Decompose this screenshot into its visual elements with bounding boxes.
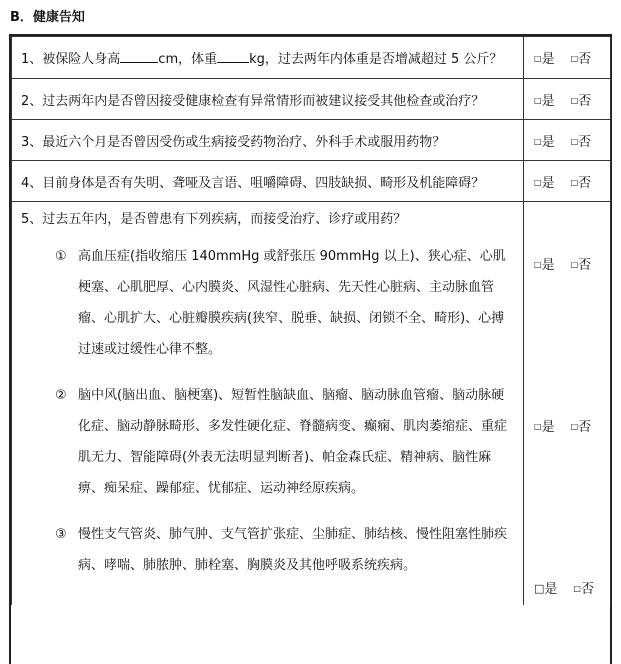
question-text: 过去五年内，是否曾患有下列疾病，而接受治疗、诊疗或用药？ bbox=[42, 212, 407, 227]
question-number: 2、 bbox=[21, 93, 43, 109]
no-option[interactable]: □否 bbox=[570, 420, 592, 435]
yes-option[interactable]: □是 bbox=[534, 52, 555, 67]
checkbox-icon[interactable]: □ bbox=[570, 136, 579, 146]
question-text: cm，体重 bbox=[158, 52, 218, 67]
section-title: B．健康告知 bbox=[10, 10, 85, 25]
sub-item-marker: ② bbox=[55, 388, 67, 403]
question-row-4 bbox=[12, 161, 611, 202]
question-number: 3、 bbox=[21, 134, 43, 150]
answer-cell bbox=[524, 120, 611, 161]
no-option[interactable]: □否 bbox=[570, 93, 592, 109]
sub-item-marker: ① bbox=[55, 249, 67, 264]
no-option[interactable]: □否 bbox=[570, 52, 592, 67]
checkbox-icon[interactable]: □ bbox=[573, 584, 581, 593]
health-declaration-form bbox=[9, 34, 612, 664]
sub-item-1-answer bbox=[534, 249, 610, 281]
checkbox-icon[interactable]: □ bbox=[534, 422, 542, 431]
yes-option[interactable]: □是 bbox=[534, 258, 555, 273]
answer-cell bbox=[524, 161, 611, 202]
no-option[interactable]: □否 bbox=[570, 175, 592, 191]
no-option[interactable]: □否 bbox=[570, 134, 592, 150]
no-option[interactable]: □否 bbox=[570, 258, 592, 273]
sub-item-2 bbox=[21, 380, 523, 504]
question-cell bbox=[12, 79, 524, 120]
weight-blank[interactable] bbox=[217, 49, 249, 63]
checkbox-icon[interactable]: □ bbox=[534, 136, 542, 146]
no-option[interactable]: □否 bbox=[573, 582, 594, 597]
checkbox-icon[interactable]: □ bbox=[570, 177, 579, 187]
question-cell bbox=[12, 161, 524, 202]
height-blank[interactable] bbox=[120, 49, 158, 63]
question-text: 最近六个月是否曾因受伤或生病接受药物治疗、外科手术或服用药物？ bbox=[42, 134, 446, 150]
question-cell bbox=[12, 120, 524, 161]
question-number: 1、 bbox=[21, 52, 43, 67]
question-cell bbox=[12, 37, 524, 79]
yes-option[interactable]: □是 bbox=[534, 93, 555, 109]
question-row-1 bbox=[12, 37, 611, 79]
question-number: 5、 bbox=[21, 212, 43, 227]
question-text: 过去两年内是否曾因接受健康检查有异常情形而被建议接受其他检查或治疗？ bbox=[42, 93, 485, 109]
checkbox-icon[interactable]: □ bbox=[534, 95, 542, 105]
checkbox-icon[interactable]: □ bbox=[534, 582, 545, 595]
checkbox-icon[interactable]: □ bbox=[570, 95, 579, 105]
sub-item-marker: ③ bbox=[55, 527, 67, 542]
question-number: 4、 bbox=[21, 175, 43, 191]
sub-item-text: 高血压症(指收缩压 140mmHg 或舒张压 90mmHg 以上)、狭心症、心肌梗塞、心肌肥厚、心内膜炎、风湿性心脏病、先天性心脏病、主动脉血管瘤、心肌扩大、心脏瓣膜疾病(狭窄、脱垂、缺损、闭锁不全、畸形)、心搏过速或过缓性心律不整。 bbox=[78, 249, 506, 357]
sub-item-text: 慢性支气管炎、肺气肿、支气管扩张症、尘肺症、肺结核、慢性阻塞性肺疾病、哮喘、肺脓肿、肺栓塞、胸膜炎及其他呼吸系统疾病。 bbox=[78, 527, 508, 573]
question-text: 目前身体是否有失明、聋哑及言语、咀嚼障碍、四肢缺损、畸形及机能障碍？ bbox=[42, 175, 485, 191]
question-text: 被保险人身高 bbox=[42, 52, 121, 67]
checkbox-icon[interactable]: □ bbox=[570, 260, 579, 269]
answer-cell bbox=[524, 37, 611, 79]
checkbox-icon[interactable]: □ bbox=[570, 54, 579, 63]
question-cell bbox=[12, 202, 524, 606]
question-row-2 bbox=[12, 79, 611, 120]
question-row-3 bbox=[12, 120, 611, 161]
sub-item-2-answer bbox=[534, 411, 610, 443]
sub-item-3 bbox=[21, 519, 523, 581]
question-text: kg，过去两年内体重是否增减超过 5 公斤？ bbox=[249, 52, 503, 67]
yes-option[interactable]: □是 bbox=[534, 420, 555, 435]
question-row-5 bbox=[12, 202, 611, 606]
checkbox-icon[interactable]: □ bbox=[534, 177, 542, 187]
yes-option[interactable]: □是 bbox=[534, 134, 555, 150]
checkbox-icon[interactable]: □ bbox=[534, 54, 542, 63]
answer-cell bbox=[524, 79, 611, 120]
checkbox-icon[interactable]: □ bbox=[570, 422, 579, 431]
checkbox-icon[interactable]: □ bbox=[534, 260, 542, 269]
sub-item-1 bbox=[21, 241, 523, 365]
sub-item-text: 脑中风(脑出血、脑梗塞)、短暂性脑缺血、脑瘤、脑动脉血管瘤、脑动脉硬化症、脑动静脉畸形、多发性硬化症、脊髓病变、癫痫、肌肉萎缩症、重症肌无力、智能障碍(外表无法明显判断者)、帕金森氏症、精神病、脑性麻痹、痴呆症、躁郁症、忧郁症、运动神经原疾病。 bbox=[78, 388, 508, 496]
yes-option[interactable]: □是 bbox=[534, 582, 558, 597]
yes-option[interactable]: □是 bbox=[534, 175, 555, 191]
answer-cell bbox=[524, 202, 611, 606]
question-table bbox=[11, 36, 611, 605]
sub-item-3-answer bbox=[534, 573, 610, 605]
